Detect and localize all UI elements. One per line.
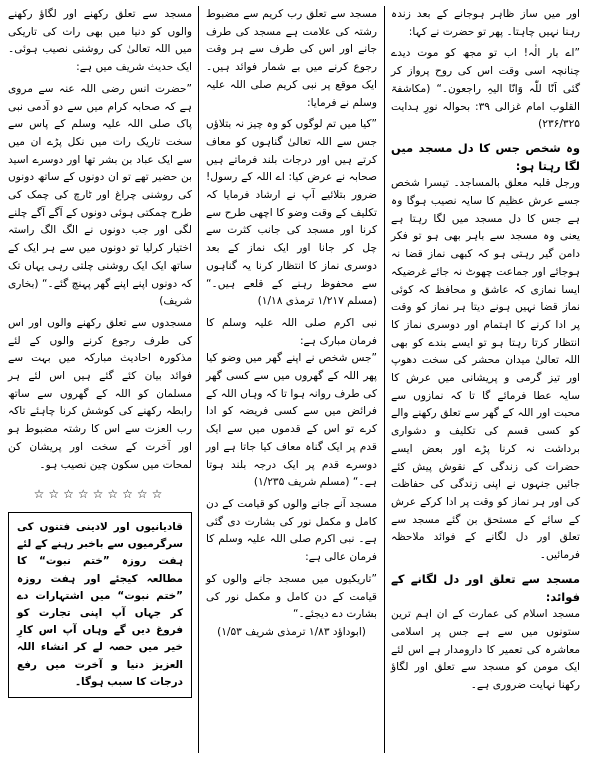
right-paragraph-3: ورجل قلبہ معلق بالمساجد۔ تیسرا شخص جسے عرش عظیم کا سایہ نصیب ہوگا وہ ہے جس کا دل مسجد میں لگا رہتا ہے یعنی وہ مسجد سے باہر بھی ہو تو فکر دامن گیر رہتی ہو کہ کبھی نماز قضا نہ ہوجائے اور جماعت چھوٹ نہ جائے غرضیکہ ایسا نمازی کہ عاشق و محافظ کہ کوئی نماز قضا نہیں ہونے دیتا ہر نماز کو وقت پر ادا کرنے کا اہتمام اور دوسری نماز کا انتظار کرتا رہتا ہو تو ایسے بندے کو بھی اللہ تعالیٰ میدان محشر کی سخت دھوپ اور تیز گرمی و پریشانی میں عرش کا سایہ عطا فرمائے گا تا کہ نمازوں سے محبت اور اللہ کے گھر سے تعلق رکھنے والے کو کسی قسم کی تکلیف و دشواری برداشت نہ کرنا پڑے اور بعض ایسے حضرات کی زندگی کے نقوش پیش کئے جائیں جنہوں نے اپنی زندگی کی حفاظت کی اور ہر نماز کو وقت پر ادا کرکے عرش کے سائے کے مستحق بن گئے مسجد سے تعلق اور دل لگانے کے فوائد ملاحظہ فرمائیں۔	[391, 177, 580, 562]
advertisement-box: قادیانیوں اور لادینی فتنوں کی سرگرمیوں سے باخبر رہنے کے لئے ہفت روزہ ”ختم نبوت“ کا مطالعہ کیجئے اور ہفت روزہ ”ختم نبوت“ میں اشتہارات دے کر جہاں آپ اپنی تجارت کو فروغ دیں گے وہاں آپ اس کارِ خیر میں حصہ لے کر انشاء اللہ العزیز دنیا و آخرت میں رفع درجات کا سبب ہوگا۔	[8, 512, 192, 698]
left-column	[6, 6, 198, 753]
mid-hadith-3: ”تاریکیوں میں مسجد جانے والوں کو قیامت کے دن کامل و مکمل نور کی بشارت دے دیجئے۔“	[206, 572, 377, 621]
right-heading-2: مسجد سے تعلق اور دل لگانے کے فوائد:	[391, 571, 580, 604]
left-paragraph-1: مسجد سے تعلق رکھنے اور لگاؤ رکھنے والوں کو دنیا میں بھی رات کی تاریکی میں اللہ تعالیٰ کی روشنی نصیب ہوئی۔ ایک حدیث شریف میں ہے:	[8, 8, 192, 74]
right-quote: ”اے بار الٰہ! اب تو مجھ کو موت دیدے چنانچہ اسی وقت اس کی روح پرواز کر گئی اَنّا للّٰہ وَانّا الیہِ راجعون۔“ (مکاشفۃ القلوب امام غزالی ۳۹: بحوالہ نورِ ہدایت ۲۳۶/۳۲۵)	[391, 47, 580, 131]
mid-paragraph-1: مسجد سے تعلق رب کریم سے مضبوط رشتہ کی علامت ہے مسجد کی طرف جانے اور اس کی طرف سے ہر وقت رجوع کرنے میں بے شمار فوائد ہیں۔ ایک موقع پر نبی کریم صلی اللہ علیہ وسلم نے فرمایا:	[206, 8, 377, 109]
mid-reference: (ابوداؤد ۱/۸۳ ترمذی شریف ۱/۵۳)	[217, 625, 366, 638]
left-hadith: ”حضرت انس رضی اللہ عنہ سے مروی ہے کہ صحابہ کرام میں سے دو آدمی نبی پاک صلی اللہ علیہ وسلم کے پاس سے سخت تاریک رات میں نکل پڑے ان میں سے ایک عباد بن بشر تھا اور دوسرے اسید بن حضیر تھے تو ان دونوں کے ساتھ دونوں کی روشنی چراغ اور ٹارچ کی چمک کی طرح چمکتی ہوئی دونوں کے آگے آگے چلنے لگی اور جب دونوں نے الگ الگ راستہ اختیار کرلیا تو دونوں میں سے ہر ایک کے ساتھ ایک ایک روشنی چلتی رہی یہاں تک کہ دونوں اپنے اپنے گھر پہنچ گئے۔“ (بخاری شریف)	[8, 82, 192, 308]
right-column	[384, 6, 584, 753]
middle-column	[198, 6, 384, 753]
right-paragraph-1: اور میں ساز ظاہر ہوجانے کے بعد زندہ رہنا نہیں چاہتا۔ پھر تو حضرت نے کہا:	[391, 8, 580, 38]
star-divider: ☆☆☆☆☆☆☆☆☆	[33, 487, 167, 502]
right-paragraph-4: مسجد اسلام کی عمارت کے ان اہم ترین ستونوں میں سے ہے جس پر اسلامی معاشرہ کی تعمیر کا دارومدار ہے اس لئے ایک مومن کو مسجد سے تعلق اور لگاؤ رکھنا نہایت ضروری ہے۔	[391, 608, 580, 692]
mid-paragraph-3: نبی اکرم صلی اللہ علیہ وسلم کا فرمان مبارک ہے:	[206, 316, 377, 347]
mid-paragraph-5: مسجد آنے جانے والوں کو قیامت کے دن کامل و مکمل نور کی بشارت دی گئی ہے۔ نبی اکرم صلی اللہ علیہ وسلم کا فرمان عالی ہے:	[206, 497, 377, 564]
mid-hadith-1: ”کیا میں تم لوگوں کو وہ چیز نہ بتلاؤں جس سے اللہ تعالیٰ گناہوں کو معاف کرتے ہیں اور درجات بلند فرماتے ہیں صحابہ نے عرض کیا: اے اللہ کے رسول! ضرور بتلائیے آپ نے ارشاد فرمایا کہ تکلیف کے وقت وضو کا اچھی طرح سے کرنا اور مسجد کی جانب کثرت سے چل کر جانا اور ایک نماز کے بعد دوسری نماز کا انتظار کرنا یہ گناہوں سے محفوظ رہنے کے قلعے ہیں۔“ (مسلم ۱/۲۱۷ ترمذی ۱/۱۸)	[206, 118, 377, 308]
left-paragraph-3: مسجدوں سے تعلق رکھنے والوں اور اس کی طرف رجوع کرنے والوں کے لئے مذکورہ احادیث مبارکہ میں بہت سے فوائد بیان کئے گئے ہیں اس لئے ہر مسلمان کو اللہ کے گھروں سے ساتھ رابطہ رکھنے کی کوشش کرنا چاہئے تاکہ رب العزت سے اس کا رشتہ مضبوط ہو اور آخرت کے سخت اور پریشان کن لمحات میں سکون چین نصیب ہو۔	[8, 316, 192, 471]
mid-hadith-2: ”جس شخص نے اپنے گھر میں وضو کیا پھر اللہ کے گھروں میں سے کسی گھر کی طرف روانہ ہوا تا کہ وہاں اللہ کے فرائض میں سے کسی فریضہ کو ادا کرے تو اس کے قدموں میں سے ایک قدم پر ایک گناہ معاف کیا جاتا ہے اور دوسرے قدم پر ایک درجہ بلند ہوتا ہے۔“ (مسلم شریف ۱/۲۳۵)	[206, 352, 377, 489]
right-heading-1: وہ شخص جس کا دل مسجد میں لگا رہتا ہو:	[391, 140, 580, 173]
